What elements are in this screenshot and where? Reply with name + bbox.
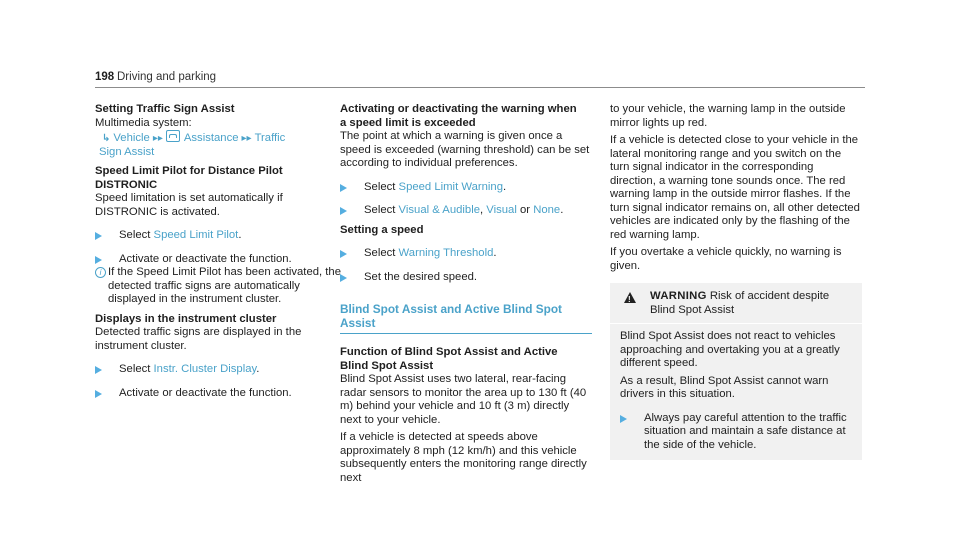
heading-setting-traffic-sign-assist: Setting Traffic Sign Assist [95, 103, 235, 115]
paragraph-warning-threshold: The point at which a warning is given once a speed is exceeded (warning threshold) can be set according to individual preferences. [340, 130, 590, 169]
warning-label: WARNING [650, 290, 707, 302]
page-number: 198 [95, 71, 115, 83]
heading-function-a: Function of Blind Spot Assist and Active [340, 346, 558, 358]
warning-title-text: Risk of accident despite Blind Spot Assist [650, 290, 830, 316]
column-1 [95, 103, 347, 400]
path-arrow-icon: ▸▸ [241, 133, 252, 144]
step-arrow-icon [620, 415, 627, 423]
warning-box [610, 283, 862, 460]
section-heading-line-2: Assist [340, 316, 376, 330]
section-title: Driving and parking [117, 71, 217, 83]
step-arrow-icon [95, 256, 102, 264]
note-speed-limit-pilot: i If the Speed Limit Pilot has been activated, the detected traffic signs are automatically displayed in the instrument cluster. [95, 266, 347, 307]
header-rule [95, 87, 865, 88]
info-icon: i [95, 267, 106, 278]
paragraph-vehicle-detected: If a vehicle is detected at speeds above approximately 8 mph (12 km/h) and this vehicle subsequently enters the monitoring range directly next [340, 431, 587, 484]
warning-threshold-link[interactable]: Warning Threshold [398, 247, 494, 259]
menu-path [95, 130, 347, 159]
heading-warning-speed-limit-b: a speed limit is exceeded [340, 116, 476, 129]
section-rule [340, 333, 592, 334]
step-arrow-icon [340, 274, 347, 282]
path-assistance-link[interactable]: Assistance [183, 132, 239, 144]
heading-speed-limit-pilot: Speed Limit Pilot for Distance Pilot [95, 165, 283, 177]
step-arrow-icon [95, 390, 102, 398]
step-activate-function: Activate or deactivate the function. [95, 253, 347, 267]
none-link[interactable]: None [533, 204, 561, 216]
path-traffic-link[interactable]: Traffic [254, 132, 286, 144]
path-arrow-icon: ▸▸ [152, 133, 163, 144]
step-select-speed-limit-pilot: Select Speed Limit Pilot. [95, 229, 347, 243]
warning-triangle-icon [624, 292, 636, 303]
heading-warning-speed-limit-a: Activating or deactivating the warning when [340, 103, 577, 115]
warning-body [610, 324, 862, 460]
step-arrow-icon [340, 207, 347, 215]
step-select-warning-mode: Select Visual & Audible, Visual or None. [340, 204, 592, 218]
path-vehicle-link[interactable]: Vehicle [113, 132, 150, 144]
step-select-warning-threshold: Select Warning Threshold. [340, 247, 592, 261]
speed-limit-warning-link[interactable]: Speed Limit Warning [398, 180, 503, 193]
multimedia-system-label: Multimedia system: [95, 116, 192, 129]
heading-setting-speed: Setting a speed [340, 223, 424, 236]
column-3 [610, 103, 862, 460]
visual-audible-link[interactable]: Visual & Audible [398, 204, 480, 216]
heading-function-b: Blind Spot Assist [340, 359, 434, 372]
paragraph-displays: Detected traffic signs are displayed in the instrument cluster. [95, 326, 302, 352]
paragraph-speed-limitation: Speed limitation is set automatically if DISTRONIC is activated. [95, 192, 283, 218]
visual-link[interactable]: Visual [486, 204, 517, 216]
paragraph-overtake: If you overtake a vehicle quickly, no warning is given. [610, 246, 842, 272]
step-arrow-icon [340, 250, 347, 258]
step-activate-function-2: Activate or deactivate the function. [95, 387, 347, 401]
heading-distronic: DISTRONIC [95, 178, 158, 191]
warning-title [610, 283, 862, 323]
paragraph-radar-sensors: Blind Spot Assist uses two lateral, rear-facing radar sensors to monitor the area up to 130 ft (40 m) behind your vehicle and 10 ft (3 m) directly next to your vehicle. [340, 373, 587, 426]
paragraph-warning-lamp: to your vehicle, the warning lamp in the outside mirror lights up red. [610, 103, 846, 129]
path-sign-assist-link[interactable]: Sign Assist [99, 145, 155, 158]
heading-displays: Displays in the instrument cluster [95, 312, 277, 325]
step-arrow-icon [340, 184, 347, 192]
step-select-speed-limit-warning: Select Speed Limit Warning. [340, 181, 592, 195]
speed-limit-pilot-link[interactable]: Speed Limit Pilot [153, 229, 239, 241]
paragraph-turn-signal: If a vehicle is detected close to your vehicle in the lateral monitoring range and you switch on the turn signal indicator in the corresponding direction, a warning tone sounds once. The red warning lamp in the outside mirror flashes. If the turn signal indicator remains on, all other detected vehicles are indicated only by the flashing of the red warning lamp. [610, 134, 860, 241]
section-heading-line-1: Blind Spot Assist and Active Blind Spot [340, 302, 562, 316]
instr-cluster-display-link[interactable]: Instr. Cluster Display [153, 363, 257, 375]
step-arrow-icon [95, 232, 102, 240]
page-header [95, 71, 865, 91]
step-set-speed: Set the desired speed. [340, 271, 592, 285]
warning-step: Always pay careful attention to the traffic situation and maintain a safe distance at the side of the vehicle. [620, 412, 852, 453]
section-heading-blind-spot [340, 302, 592, 334]
path-start-icon: ↳ [102, 133, 111, 144]
column-2 [340, 103, 592, 485]
step-arrow-icon [95, 366, 102, 374]
warning-paragraph-2: As a result, Blind Spot Assist cannot warn drivers in this situation. [620, 374, 829, 400]
warning-paragraph-1: Blind Spot Assist does not react to vehicles approaching and overtaking you at a greatly different speed. [620, 330, 840, 369]
car-assistance-icon [166, 130, 180, 142]
step-select-instr-cluster: Select Instr. Cluster Display. [95, 363, 347, 377]
